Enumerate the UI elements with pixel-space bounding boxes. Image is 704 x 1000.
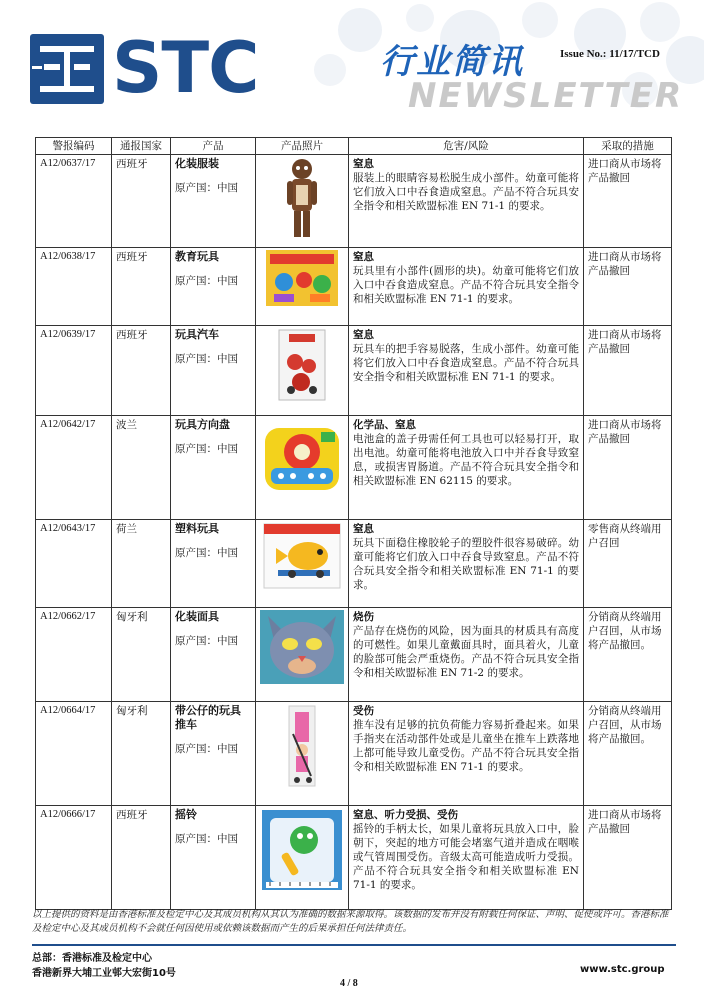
alert-code: A12/0666/17: [36, 806, 112, 910]
country: 波兰: [112, 416, 171, 520]
product-cell: [171, 416, 256, 520]
hazard-title: 窒息: [353, 329, 374, 341]
hazard-title: 窒息、听力受损、受伤: [353, 809, 458, 821]
alert-code: A12/0662/17: [36, 608, 112, 702]
hazard-title: 受伤: [353, 705, 374, 717]
product-origin: 原产国：中国: [175, 635, 238, 647]
product-name: 玩具方向盘: [175, 418, 230, 431]
hazard-title: 窒息: [353, 523, 374, 535]
hazard-description: 玩具下面稳住橡胶轮子的塑胶件很容易破碎。幼童可能将它们放入口中吞食导致窒息。产品不符合玩具安全指令和相关欧盟标准 EN 71-1 的要求。: [353, 537, 579, 591]
newsletter-header: [0, 0, 704, 134]
hazard-cell: [349, 248, 584, 326]
hazard-cell: [349, 326, 584, 416]
product-cell: [171, 520, 256, 608]
measure: 分销商从终端用户召回，从市场将产品撤回。: [584, 702, 672, 806]
alert-code: A12/0643/17: [36, 520, 112, 608]
product-cell: [171, 155, 256, 248]
alert-code: A12/0639/17: [36, 326, 112, 416]
hazard-description: 电池盒的盖子毋需任何工具也可以轻易打开，取出电池。幼童可能将电池放入口中并吞食导致窒息，或损害胃肠道。产品不符合玩具安全指令和相关欧盟标准 EN 62115 的要求。: [353, 433, 579, 487]
product-name: 摇铃: [175, 808, 197, 821]
website-link[interactable]: www.stc.group: [580, 964, 665, 975]
hazard-title: 烧伤: [353, 611, 374, 623]
product-origin: 原产国：中国: [175, 833, 238, 845]
alert-code: A12/0642/17: [36, 416, 112, 520]
country: 西班牙: [112, 326, 171, 416]
hazard-cell: [349, 155, 584, 248]
measure: 进口商从市场将产品撤回: [584, 416, 672, 520]
hazard-cell: [349, 608, 584, 702]
hazard-title: 窒息: [353, 251, 374, 263]
measure: 进口商从市场将产品撤回: [584, 248, 672, 326]
product-photo: [256, 248, 349, 326]
product-photo: [256, 155, 349, 248]
measure: 进口商从市场将产品撤回: [584, 155, 672, 248]
product-cell: [171, 806, 256, 910]
product-origin: 原产国：中国: [175, 353, 238, 365]
mask-photo-icon: [260, 610, 344, 684]
table-row: [36, 702, 672, 806]
educational-toy-photo-icon: [266, 250, 338, 306]
product-origin: 原产国：中国: [175, 547, 238, 559]
product-cell: [171, 326, 256, 416]
header-alert-code: 警报编码: [36, 138, 112, 155]
alert-code: A12/0637/17: [36, 155, 112, 248]
product-name: 玩具汽车: [175, 328, 219, 341]
country: 匈牙利: [112, 702, 171, 806]
page-number: 4 / 8: [340, 978, 358, 989]
country: 西班牙: [112, 806, 171, 910]
measure: 分销商从终端用户召回，从市场将产品撤回。: [584, 608, 672, 702]
country: 西班牙: [112, 248, 171, 326]
country: 荷兰: [112, 520, 171, 608]
issue-number: Issue No.: 11/17/TCD: [560, 48, 660, 60]
header-product: 产品: [171, 138, 256, 155]
product-photo: [256, 416, 349, 520]
hazard-description: 玩具里有小部件(圆形的块)。幼童可能将它们放入口中吞食造成窒息。产品不符合玩具安全指令和相关欧盟标准 EN 71-1 的要求。: [353, 265, 579, 305]
hazard-cell: [349, 806, 584, 910]
product-cell: [171, 702, 256, 806]
headquarters-label: 总部：香港标准及检定中心: [32, 953, 152, 964]
product-photo: [256, 520, 349, 608]
product-photo: [256, 326, 349, 416]
headquarters-address: 香港新界大埔工业邨大宏街10号: [32, 968, 176, 979]
table-row: [36, 520, 672, 608]
table-row: [36, 248, 672, 326]
hazard-cell: [349, 520, 584, 608]
measure: 进口商从市场将产品撤回: [584, 806, 672, 910]
measure: 零售商从终端用户召回: [584, 520, 672, 608]
hazard-title: 窒息: [353, 158, 374, 170]
product-name: 化装服装: [175, 157, 219, 170]
alert-code: A12/0664/17: [36, 702, 112, 806]
product-cell: [171, 608, 256, 702]
doll-stroller-photo-icon: [285, 704, 319, 788]
disclaimer: 以上提供的资料是由香港标准及检定中心及其成员机构从其认为准确的数据来源取得。该数据的发布并没有附载任何保证、声明、促使或许可。香港标准及检定中心及其成员机构不会就任何因使用或依赖该数据而产生的后果承担任何法律责任。: [32, 909, 669, 934]
stc-emblem-icon: [30, 34, 104, 104]
table-row: [36, 608, 672, 702]
product-origin: 原产国：中国: [175, 182, 238, 194]
table-row: [36, 806, 672, 910]
product-name: 教育玩具: [175, 250, 219, 263]
rattle-photo-icon: [260, 808, 344, 892]
toy-car-photo-icon: [277, 328, 327, 402]
newsletter-title-cn: 行业简讯: [380, 42, 524, 82]
hazard-cell: [349, 702, 584, 806]
hazard-description: 摇铃的手柄太长，如果儿童将玩具放入口中，脸朝下，突起的地方可能会堵塞气道并造成在咽喉或气管周围受伤。音级太高可能造成听力受损。产品不符合玩具安全指令和相关欧盟标准 EN 71-1 的要求。: [353, 823, 579, 891]
table-header-row: [36, 138, 672, 155]
product-photo: [256, 608, 349, 702]
plastic-toy-photo-icon: [262, 522, 342, 590]
product-photo: [256, 702, 349, 806]
product-origin: 原产国：中国: [175, 743, 238, 755]
hazard-description: 玩具车的把手容易脱落，生成小部件。幼童可能将它们放入口中吞食造成窒息。产品不符合玩具安全指令和相关欧盟标准 EN 71-1 的要求。: [353, 343, 579, 383]
footer-divider: [32, 944, 676, 946]
product-origin: 原产国：中国: [175, 443, 238, 455]
header-measures: 采取的措施: [584, 138, 672, 155]
product-name: 化装面具: [175, 610, 219, 623]
product-name: 塑料玩具: [175, 522, 219, 535]
hazard-description: 产品存在烧伤的风险，因为面具的材质具有高度的可燃性。如果儿童戴面具时，面具着火，儿童的脸部可能会严重烧伤。产品不符合玩具安全指令和相关欧盟标准 EN 71-2 的要求。: [353, 625, 579, 679]
country: 西班牙: [112, 155, 171, 248]
alerts-table: [35, 137, 672, 910]
newsletter-title-en: NEWSLETTER: [408, 76, 684, 116]
measure: 进口商从市场将产品撤回: [584, 326, 672, 416]
hazard-description: 服装上的眼睛容易松脱生成小部件。幼童可能将它们放入口中吞食造成窒息。产品不符合玩具安全指令和相关欧盟标准 EN 71-1 的要求。: [353, 172, 579, 212]
header-hazard: 危害/风险: [349, 138, 584, 155]
steering-wheel-photo-icon: [261, 418, 343, 498]
product-origin: 原产国：中国: [175, 275, 238, 287]
product-cell: [171, 248, 256, 326]
table-row: [36, 155, 672, 248]
hazard-title: 化学品、窒息: [353, 419, 416, 431]
costume-photo-icon: [285, 157, 319, 241]
header-photo: 产品照片: [256, 138, 349, 155]
stc-logo-text: STC: [112, 27, 259, 109]
product-name: 带公仔的玩具推车: [175, 704, 241, 731]
header-country: 通报国家: [112, 138, 171, 155]
hazard-cell: [349, 416, 584, 520]
hazard-description: 推车没有足够的抗负荷能力容易折叠起来。如果手指夹在活动部件处或是儿童坐在推车上跌落地上都可能导致儿童受伤。产品不符合玩具安全指令和相关欧盟标准 EN 71-1 的要求。: [353, 719, 579, 773]
alert-code: A12/0638/17: [36, 248, 112, 326]
table-row: [36, 326, 672, 416]
product-photo: [256, 806, 349, 910]
table-row: [36, 416, 672, 520]
country: 匈牙利: [112, 608, 171, 702]
